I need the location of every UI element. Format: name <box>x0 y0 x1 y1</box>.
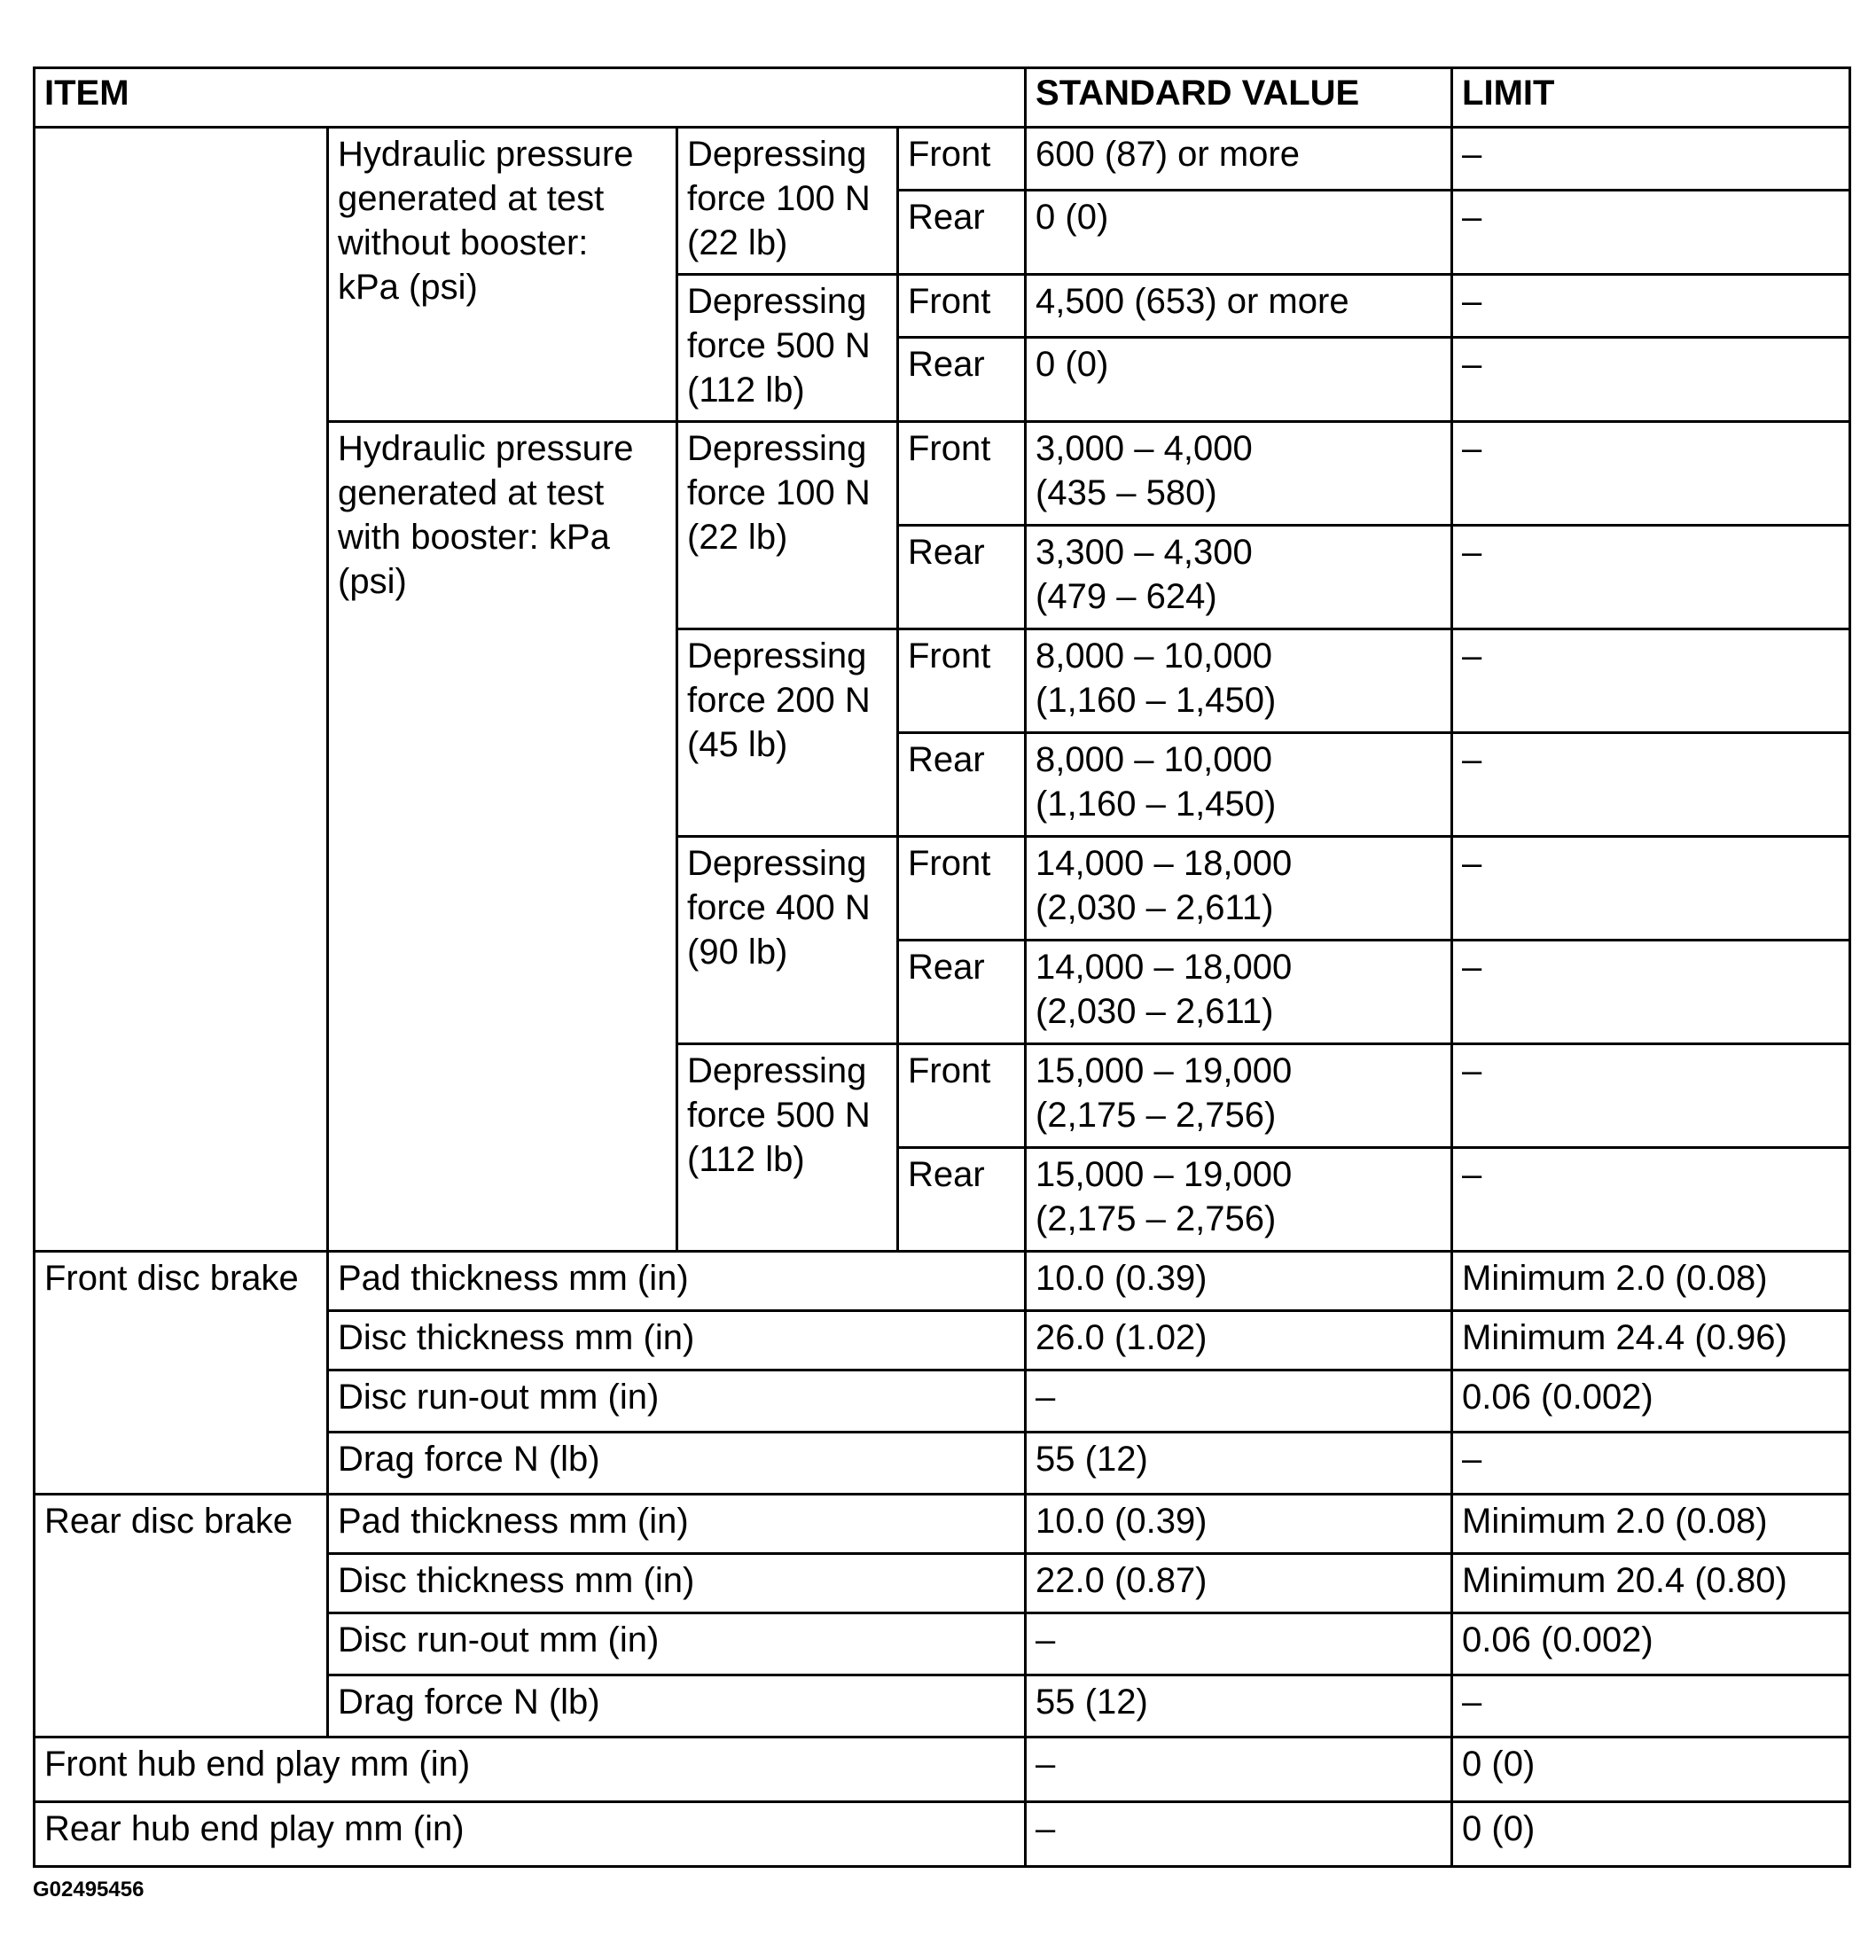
limit-cell: 0.06 (0.002) <box>1452 1613 1850 1675</box>
item-cell: Disc thickness mm (in) <box>328 1554 1026 1613</box>
header-row <box>35 68 1850 128</box>
item-cell: Drag force N (lb) <box>328 1675 1026 1737</box>
item-cell: Rear hub end play mm (in) <box>35 1802 1026 1867</box>
limit-cell: – <box>1452 338 1850 422</box>
depressing-force-cell: Depressing force 500 N (112 lb) <box>677 1044 898 1252</box>
standard-value-cell: 10.0 (0.39) <box>1026 1252 1452 1311</box>
item-cell: Pad thickness mm (in) <box>328 1495 1026 1554</box>
item-cell: Disc run-out mm (in) <box>328 1370 1026 1433</box>
position-cell: Rear <box>898 1148 1026 1252</box>
rear-disc-brake-label: Rear disc brake <box>35 1495 328 1737</box>
item-cell: Disc run-out mm (in) <box>328 1613 1026 1675</box>
standard-value-cell: 14,000 – 18,000 (2,030 – 2,611) <box>1026 837 1452 941</box>
limit-cell: – <box>1452 275 1850 338</box>
standard-value-cell: – <box>1026 1370 1452 1433</box>
standard-value-cell: 55 (12) <box>1026 1433 1452 1495</box>
standard-value-cell: 10.0 (0.39) <box>1026 1495 1452 1554</box>
table-row <box>35 128 1850 191</box>
header-standard-value: STANDARD VALUE <box>1026 68 1452 128</box>
limit-cell: – <box>1452 1044 1850 1148</box>
limit-cell: – <box>1452 128 1850 191</box>
standard-value-cell: 22.0 (0.87) <box>1026 1554 1452 1613</box>
position-cell: Front <box>898 1044 1026 1148</box>
brake-specification-table <box>33 66 1851 1868</box>
position-cell: Front <box>898 275 1026 338</box>
limit-cell: – <box>1452 837 1850 941</box>
hydraulic-without-booster-label: Hydraulic pressure generated at test without booster: kPa (psi) <box>328 128 677 422</box>
standard-value-cell: 0 (0) <box>1026 191 1452 275</box>
standard-value-cell: 4,500 (653) or more <box>1026 275 1452 338</box>
table-row <box>35 1495 1850 1554</box>
position-cell: Rear <box>898 526 1026 629</box>
position-cell: Front <box>898 128 1026 191</box>
standard-value-cell: 3,000 – 4,000 (435 – 580) <box>1026 422 1452 526</box>
standard-value-cell: 600 (87) or more <box>1026 128 1452 191</box>
item-cell: Disc thickness mm (in) <box>328 1311 1026 1370</box>
depressing-force-cell: Depressing force 500 N (112 lb) <box>677 275 898 422</box>
position-cell: Rear <box>898 941 1026 1044</box>
limit-cell: – <box>1452 733 1850 837</box>
table-row <box>35 1802 1850 1867</box>
position-cell: Front <box>898 837 1026 941</box>
figure-id: G02495456 <box>33 1878 145 1901</box>
depressing-force-cell: Depressing force 100 N (22 lb) <box>677 422 898 629</box>
standard-value-cell: 3,300 – 4,300 (479 – 624) <box>1026 526 1452 629</box>
limit-cell: – <box>1452 191 1850 275</box>
standard-value-cell: 15,000 – 19,000 (2,175 – 2,756) <box>1026 1044 1452 1148</box>
standard-value-cell: 15,000 – 19,000 (2,175 – 2,756) <box>1026 1148 1452 1252</box>
limit-cell: – <box>1452 526 1850 629</box>
table-row <box>35 1737 1850 1802</box>
limit-cell: 0 (0) <box>1452 1737 1850 1802</box>
standard-value-cell: 0 (0) <box>1026 338 1452 422</box>
standard-value-cell: – <box>1026 1802 1452 1867</box>
limit-cell: – <box>1452 629 1850 733</box>
limit-cell: 0 (0) <box>1452 1802 1850 1867</box>
position-cell: Rear <box>898 191 1026 275</box>
limit-cell: Minimum 2.0 (0.08) <box>1452 1495 1850 1554</box>
limit-cell: 0.06 (0.002) <box>1452 1370 1850 1433</box>
limit-cell: Minimum 24.4 (0.96) <box>1452 1311 1850 1370</box>
table-row <box>35 1252 1850 1311</box>
limit-cell: – <box>1452 1675 1850 1737</box>
header-limit: LIMIT <box>1452 68 1850 128</box>
position-cell: Front <box>898 629 1026 733</box>
limit-cell: – <box>1452 1433 1850 1495</box>
position-cell: Front <box>898 422 1026 526</box>
depressing-force-cell: Depressing force 100 N (22 lb) <box>677 128 898 275</box>
item-cell: Drag force N (lb) <box>328 1433 1026 1495</box>
standard-value-cell: 14,000 – 18,000 (2,030 – 2,611) <box>1026 941 1452 1044</box>
front-disc-brake-label: Front disc brake <box>35 1252 328 1495</box>
standard-value-cell: 8,000 – 10,000 (1,160 – 1,450) <box>1026 733 1452 837</box>
depressing-force-cell: Depressing force 200 N (45 lb) <box>677 629 898 837</box>
limit-cell: Minimum 20.4 (0.80) <box>1452 1554 1850 1613</box>
item-cell: Front hub end play mm (in) <box>35 1737 1026 1802</box>
position-cell: Rear <box>898 733 1026 837</box>
limit-cell: Minimum 2.0 (0.08) <box>1452 1252 1850 1311</box>
position-cell: Rear <box>898 338 1026 422</box>
standard-value-cell: 8,000 – 10,000 (1,160 – 1,450) <box>1026 629 1452 733</box>
standard-value-cell: 26.0 (1.02) <box>1026 1311 1452 1370</box>
header-item: ITEM <box>35 68 1026 128</box>
hydraulic-with-booster-label: Hydraulic pressure generated at test with booster: kPa (psi) <box>328 422 677 1252</box>
item-cell: Pad thickness mm (in) <box>328 1252 1026 1311</box>
hydraulic-group-cell <box>35 128 328 1252</box>
depressing-force-cell: Depressing force 400 N (90 lb) <box>677 837 898 1044</box>
standard-value-cell: 55 (12) <box>1026 1675 1452 1737</box>
limit-cell: – <box>1452 422 1850 526</box>
limit-cell: – <box>1452 1148 1850 1252</box>
standard-value-cell: – <box>1026 1737 1452 1802</box>
limit-cell: – <box>1452 941 1850 1044</box>
standard-value-cell: – <box>1026 1613 1452 1675</box>
